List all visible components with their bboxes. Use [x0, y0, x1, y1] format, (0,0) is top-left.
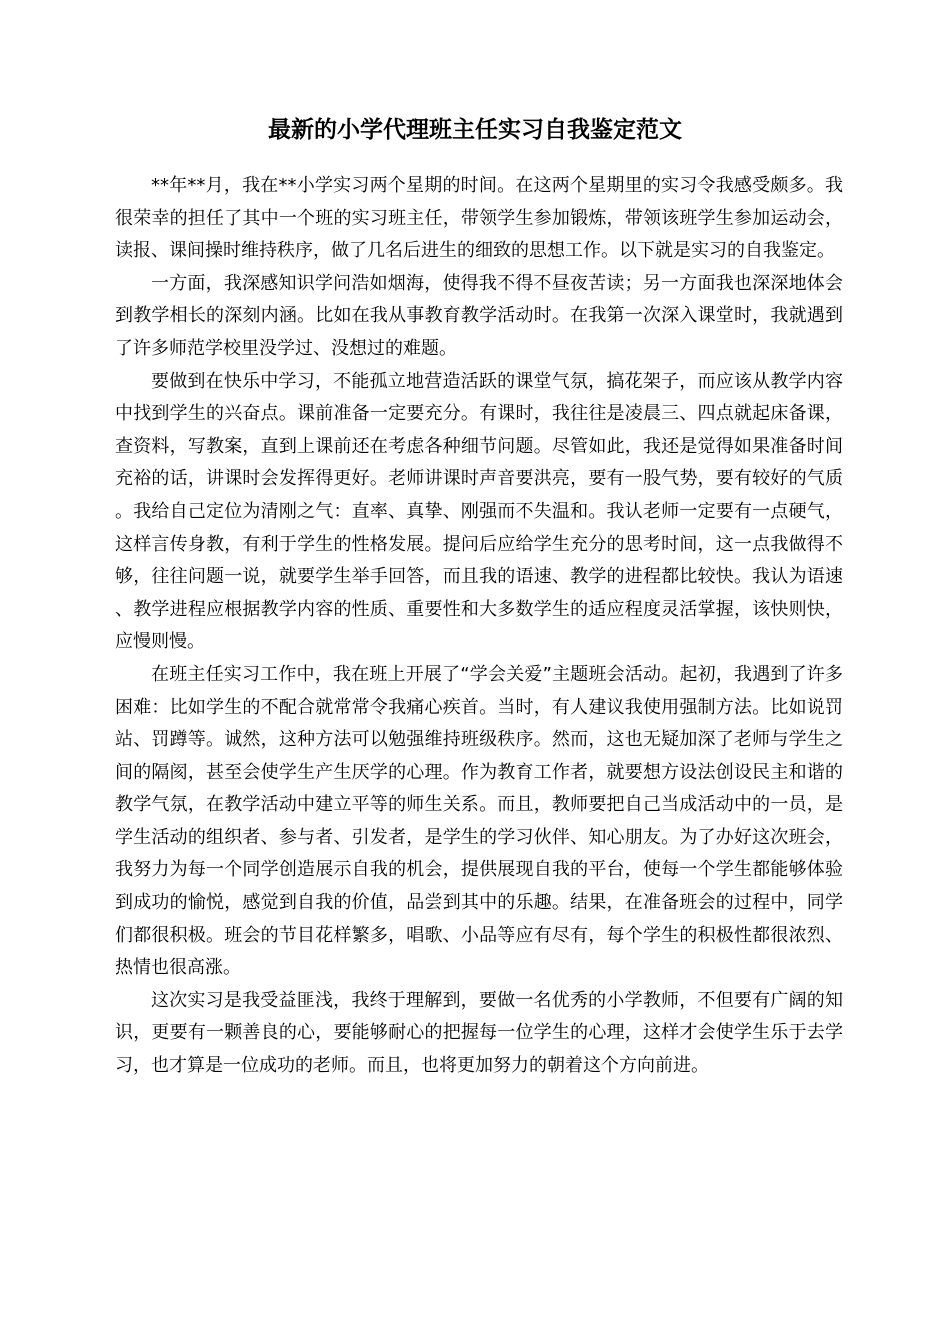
paragraph: **年**月，我在**小学实习两个星期的时间。在这两个星期里的实习令我感受颇多。我很荣幸的担任了其中一个班的实习班主任，带领学生参加锻炼，带领该班学生参加运动会，读报、课间操时维持秩序，做了几名后进生的细致的思想工作。以下就是实习的自我鉴定。: [115, 175, 843, 262]
document-body: [115, 170, 843, 1083]
paragraph: 这次实习是我受益匪浅，我终于理解到，要做一名优秀的小学教师，不但要有广阔的知识，更要有一颗善良的心，要能够耐心的把握每一位学生的心理，这样才会使学生乐于去学习，也才算是一位成功的老师。而且，也将更加努力的朝着这个方向前进。: [115, 989, 843, 1077]
paragraph: 在班主任实习工作中，我在班上开展了“学会关爱”主题班会活动。起初，我遇到了许多困难：比如学生的不配合就常常令我痛心疾首。当时，有人建议我使用强制方法。比如说罚站、罚蹲等。诚然，这种方法可以勉强维持班级秩序。然而，这也无疑加深了老师与学生之间的隔阂，甚至会使学生产生厌学的心理。作为教育工作者，就要想方设法创设民主和谐的教学气氛，在教学活动中建立平等的师生关系。而且，教师要把自己当成活动中的一员，是学生活动的组织者、参与者、引发者，是学生的学习伙伴、知心朋友。为了办好这次班会，我努力为每一个同学创造展示自我的机会，提供展现自我的平台，使每一个学生都能够体验到成功的愉悦，感觉到自我的价值，品尝到其中的乐趣。结果，在准备班会的过程中，同学们都很积极。班会的节目花样繁多，唱歌、小品等应有尽有，每个学生的积极性都很浓烈、热情也很高涨。: [115, 663, 843, 979]
paragraph: 一方面，我深感知识学问浩如烟海，使得我不得不昼夜苦读；另一方面我也深深地体会到教学相长的深刻内涵。比如在我从事教育教学活动时。在我第一次深入课堂时，我就遇到了许多师范学校里没学过、没想过的难题。: [115, 272, 843, 359]
paragraph: 要做到在快乐中学习，不能孤立地营造活跃的课堂气氛，搞花架子，而应该从教学内容中找到学生的兴奋点。课前准备一定要充分。有课时，我往往是凌晨三、四点就起床备课，查资料，写教案，直到上课前还在考虑各种细节问题。尽管如此，我还是觉得如果准备时间充裕的话，讲课时会发挥得更好。老师讲课时声音要洪亮，要有一股气势，要有较好的气质。我给自己定位为清刚之气：直率、真挚、刚强而不失温和。我认老师一定要有一点硬气，这样言传身教，有利于学生的性格发展。提问后应给学生充分的思考时间，这一点我做得不够，往往问题一说，就要学生举手回答，而且我的语速、教学的进程都比较快。我认为语速、教学进程应根据教学内容的性质、重要性和大多数学生的适应程度灵活掌握，该快则快，应慢则慢。: [115, 370, 843, 653]
document-title: 最新的小学代理班主任实习自我鉴定范文: [268, 117, 682, 143]
